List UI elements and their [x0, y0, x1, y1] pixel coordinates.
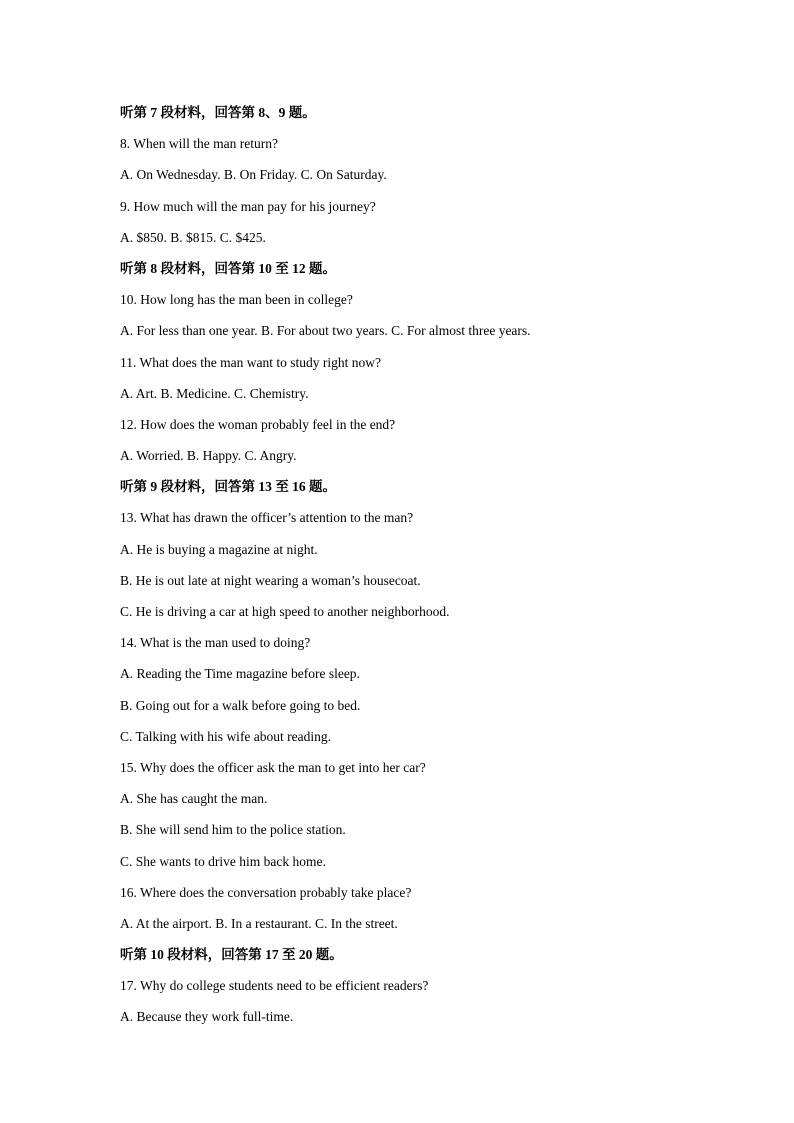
answer-options: A. $850. B. $815. C. $425. [120, 229, 266, 245]
answer-options: A. At the airport. B. In a restaurant. C. In the street. [120, 915, 398, 931]
answer-options: A. Worried. B. Happy. C. Angry. [120, 448, 297, 464]
section-heading: 听第 8 段材料，回答第 10 至 12 题。 [120, 260, 336, 276]
section-heading: 听第 7 段材料，回答第 8、9 题。 [120, 105, 316, 120]
document-body [120, 103, 760, 1039]
answer-options: A. On Wednesday. B. On Friday. C. On Saturday. [120, 167, 387, 183]
answer-options: A. He is buying a magazine at night. [120, 541, 318, 557]
answer-options: A. Art. B. Medicine. C. Chemistry. [120, 385, 309, 401]
question-text: 15. Why does the officer ask the man to get into her car? [120, 759, 426, 775]
question-text: 8. When will the man return? [120, 136, 278, 152]
answer-options: C. She wants to drive him back home. [120, 853, 326, 869]
answer-options: B. He is out late at night wearing a woman’s housecoat. [120, 572, 421, 588]
answer-options: C. He is driving a car at high speed to another neighborhood. [120, 604, 450, 619]
answer-options: B. She will send him to the police station. [120, 822, 346, 838]
question-text: 11. What does the man want to study right now? [120, 354, 381, 370]
answer-options: B. Going out for a walk before going to bed. [120, 697, 361, 713]
answer-options: C. Talking with his wife about reading. [120, 728, 332, 744]
answer-options: A. She has caught the man. [120, 791, 268, 807]
question-text: 17. Why do college students need to be efficient readers? [120, 978, 429, 994]
section-heading: 听第 10 段材料，回答第 17 至 20 题。 [120, 947, 343, 963]
question-text: 13. What has drawn the officer’s attention to the man? [120, 510, 414, 526]
question-text: 16. Where does the conversation probably take place? [120, 884, 412, 900]
question-text: 9. How much will the man pay for his journey? [120, 198, 376, 214]
section-heading: 听第 9 段材料，回答第 13 至 16 题。 [120, 479, 336, 495]
question-text: 10. How long has the man been in college? [120, 292, 353, 308]
answer-options: A. For less than one year. B. For about two years. C. For almost three years. [120, 323, 531, 339]
question-text: 14. What is the man used to doing? [120, 635, 311, 651]
answer-options: A. Reading the Time magazine before sleep. [120, 666, 360, 682]
question-text: 12. How does the woman probably feel in the end? [120, 416, 396, 432]
answer-options: A. Because they work full-time. [120, 1009, 294, 1025]
